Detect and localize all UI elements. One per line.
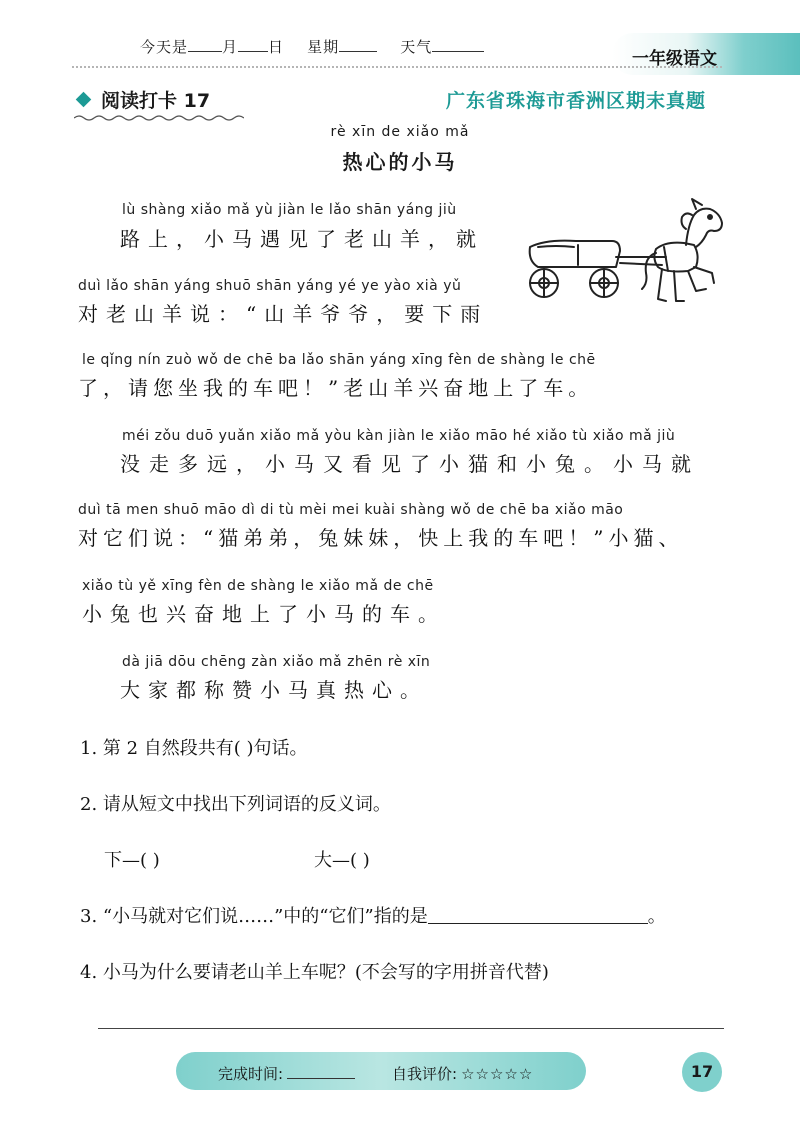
- page-number: 17: [682, 1052, 722, 1092]
- text-line-4: 没走多远，小马又看见了小猫和小兔。小马就: [120, 452, 700, 476]
- reading-card-label: [78, 86, 210, 113]
- question-3-answer-line[interactable]: [428, 907, 648, 924]
- wavy-underline: [74, 114, 244, 122]
- self-evaluation-label: 自我评价:: [392, 1065, 458, 1083]
- grade-subject: 一年级语文: [632, 49, 717, 69]
- title-pinyin: rè xīn de xiǎo mǎ: [330, 124, 470, 140]
- day-label: 日: [268, 38, 285, 56]
- question-1: 1. 第 2 自然段共有( )句话。: [80, 738, 308, 759]
- question-4: 4. 小马为什么要请老山羊上车呢？(不会写的字用拼音代替): [80, 962, 549, 983]
- weather-label: 天气: [400, 38, 433, 56]
- self-evaluation: [392, 1063, 533, 1084]
- text-line-6: 小兔也兴奋地上了小马的车。: [82, 602, 446, 626]
- month-label: 月: [222, 38, 239, 56]
- reading-card-text: 阅读打卡 17: [101, 90, 211, 112]
- month-blank[interactable]: [188, 37, 222, 52]
- weather-blank[interactable]: [432, 37, 484, 52]
- text-line-1: 路上，小马遇见了老山羊，就: [120, 227, 484, 251]
- answer-line-q4[interactable]: [98, 1028, 724, 1029]
- question-3-text: 3. “小马就对它们说……”中的“它们”指的是: [80, 906, 428, 927]
- completion-time: [218, 1063, 355, 1084]
- text-line-2: 对老山羊说：“山羊爷爷，要下雨: [78, 302, 489, 326]
- pinyin-line-1: lù shàng xiǎo mǎ yù jiàn le lǎo shān yáng jiù: [122, 202, 457, 218]
- question-2b[interactable]: 大—( ): [314, 850, 370, 871]
- question-2: 2. 请从短文中找出下列词语的反义词。: [80, 794, 391, 815]
- day-blank[interactable]: [238, 37, 268, 52]
- question-3: [80, 902, 666, 928]
- today-label: 今天是: [140, 38, 189, 56]
- pinyin-line-4: méi zǒu duō yuǎn xiǎo mǎ yòu kàn jiàn le xiǎo māo hé xiǎo tù xiǎo mǎ jiù: [122, 428, 676, 444]
- question-2a[interactable]: 下—( ): [104, 850, 160, 871]
- text-line-5: 对它们说：“猫弟弟，兔妹妹，快上我的车吧！”小猫、: [78, 526, 684, 550]
- diamond-icon: [76, 92, 92, 108]
- pinyin-line-7: dà jiā dōu chēng zàn xiǎo mǎ zhēn rè xīn: [122, 654, 431, 670]
- story-title: 热心的小马: [342, 150, 458, 174]
- pinyin-line-3: le qǐng nín zuò wǒ de chē ba lǎo shān yáng xīng fèn de shàng le chē: [82, 352, 596, 368]
- completion-time-label: 完成时间:: [218, 1065, 284, 1083]
- horse-cart-illustration: [516, 195, 726, 315]
- weekday-blank[interactable]: [339, 37, 377, 52]
- star-rating-icon[interactable]: ☆☆☆☆☆: [461, 1065, 534, 1083]
- completion-time-blank[interactable]: [287, 1064, 355, 1079]
- pinyin-line-5: duì tā men shuō māo dì di tù mèi mei kuài shàng wǒ de chē ba xiǎo māo: [78, 502, 624, 518]
- pinyin-line-2: duì lǎo shān yáng shuō shān yáng yé ye yào xià yǔ: [78, 278, 462, 294]
- weekday-label: 星期: [307, 38, 340, 56]
- pinyin-line-6: xiǎo tù yě xīng fèn de shàng le xiǎo mǎ de chē: [82, 578, 434, 594]
- date-weather-line: [140, 36, 484, 57]
- exam-source: 广东省珠海市香洲区期末真题: [446, 90, 707, 112]
- question-3-period: 。: [647, 906, 666, 927]
- text-line-7: 大家都称赞小马真热心。: [120, 678, 428, 702]
- text-line-3: 了，请您坐我的车吧！”老山羊兴奋地上了车。: [78, 376, 594, 400]
- dotted-divider: [72, 66, 722, 68]
